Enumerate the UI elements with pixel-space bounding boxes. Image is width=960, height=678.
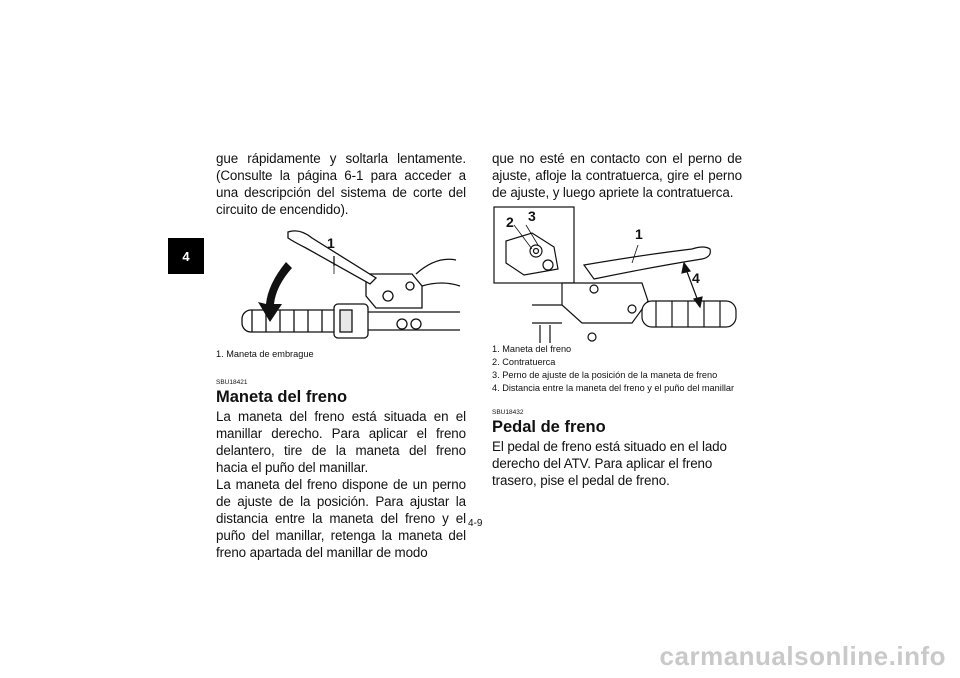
left-column <box>216 150 466 561</box>
brake-lever-illustration <box>492 205 742 345</box>
watermark: carmanualsonline.info <box>659 641 946 671</box>
clutch-caption: 1. Maneta de embrague <box>216 349 314 359</box>
section-tab: 4 <box>168 238 204 274</box>
right-column <box>492 150 742 489</box>
left-section-code: SBU18421 <box>216 379 248 386</box>
clutch-lever-illustration <box>216 226 466 354</box>
left-intro-text: gue rápidamente y soltarla lentamente. (Consulte la página 6-1 para acceder a una descripción del sistema de corte del circuito de encendido). <box>216 151 466 217</box>
brake-pedal-heading: Pedal de freno <box>492 418 606 436</box>
brake-figure-label-3: 3 <box>528 208 536 224</box>
brake-captions <box>492 343 742 395</box>
brake-lever-heading: Maneta del freno <box>216 388 348 406</box>
right-section-code: SBU18432 <box>492 409 524 416</box>
brake-figure-label-4: 4 <box>692 270 700 286</box>
brake-lever-para-1: La maneta del freno está situada en el manillar derecho. Para aplicar el freno delantero, tire de la maneta del freno hacia el puño del manillar. <box>216 409 466 475</box>
page-number: 4-9 <box>468 518 483 529</box>
brake-figure-label-1: 1 <box>635 226 643 242</box>
brake-caption-1: 1. Maneta del freno <box>492 344 572 354</box>
brake-lever-para-2: La maneta del freno dispone de un perno de ajuste de la posición. Para ajustar la distancia entre la maneta del freno y el puño del manillar, retenga la maneta del freno apartada del manillar de modo <box>216 477 466 560</box>
brake-caption-4: 4. Distancia entre la maneta del freno y el puño del manillar <box>492 383 735 393</box>
brake-pedal-para-1: El pedal de freno está situado en el lado derecho del ATV. Para aplicar el freno trasero, pise el pedal de freno. <box>492 439 727 488</box>
brake-figure-label-2: 2 <box>506 214 514 230</box>
clutch-figure-label-1: 1 <box>327 235 335 251</box>
brake-caption-2: 2. Contratuerca <box>492 357 556 367</box>
right-intro-text: que no esté en contacto con el perno de ajuste, afloje la contratuerca, gire el perno de ajuste, y luego apriete la contratuerca. <box>492 151 742 200</box>
brake-caption-3: 3. Perno de ajuste de la posición de la maneta de freno <box>492 370 718 380</box>
